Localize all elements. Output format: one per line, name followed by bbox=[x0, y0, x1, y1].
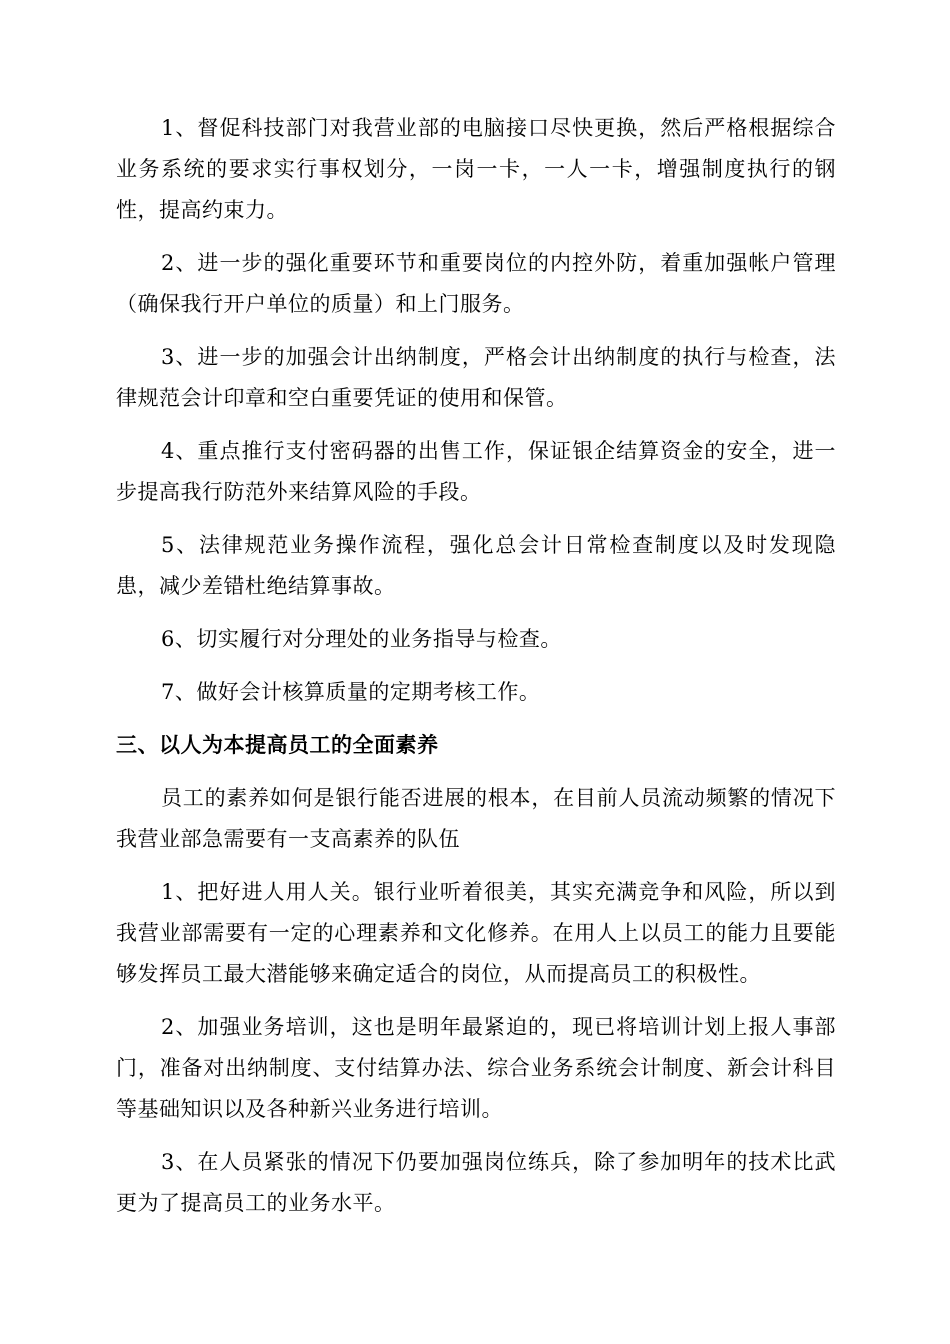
section-three-item-2: 2、加强业务培训，这也是明年最紧迫的，现已将培训计划上报人事部门，准备对出纳制度、支付结算办法、综合业务系统会计制度、新会计科目等基础知识以及各种新兴业务进行培训。 bbox=[116, 1015, 836, 1121]
paragraph-item-6: 6、切实履行对分理处的业务指导与检查。 bbox=[161, 627, 562, 651]
paragraph-item-2: 2、进一步的强化重要环节和重要岗位的内控外防，着重加强帐户管理（确保我行开户单位的质量）和上门服务。 bbox=[116, 251, 836, 316]
paragraph-item-1: 1、督促科技部门对我营业部的电脑接口尽快更换，然后严格根据综合业务系统的要求实行事权划分，一岗一卡，一人一卡，增强制度执行的钢性，提高约束力。 bbox=[116, 116, 836, 222]
paragraph-item-3: 3、进一步的加强会计出纳制度，严格会计出纳制度的执行与检查，法律规范会计印章和空白重要凭证的使用和保管。 bbox=[116, 345, 836, 410]
paragraph-item-4: 4、重点推行支付密码器的出售工作，保证银企结算资金的安全，进一步提高我行防范外来结算风险的手段。 bbox=[116, 439, 836, 504]
paragraph-item-7: 7、做好会计核算质量的定期考核工作。 bbox=[161, 680, 541, 704]
paragraph-item-5: 5、法律规范业务操作流程，强化总会计日常检查制度以及时发现隐患，减少差错杜绝结算事故。 bbox=[116, 533, 836, 598]
document-page bbox=[116, 108, 836, 1236]
section-three-item-3: 3、在人员紧张的情况下仍要加强岗位练兵，除了参加明年的技术比武更为了提高员工的业务水平。 bbox=[116, 1150, 836, 1215]
section-three-intro: 员工的素养如何是银行能否进展的根本，在目前人员流动频繁的情况下我营业部急需要有一支高素养的队伍 bbox=[116, 786, 836, 851]
section-three-heading: 三、以人为本提高员工的全面素养 bbox=[116, 733, 439, 757]
section-three-item-1: 1、把好进人用人关。银行业听着很美，其实充满竞争和风险，所以到我营业部需要有一定的心理素养和文化修养。在用人上以员工的能力且要能够发挥员工最大潜能够来确定适合的岗位，从而提高员工的积极性。 bbox=[116, 880, 836, 986]
